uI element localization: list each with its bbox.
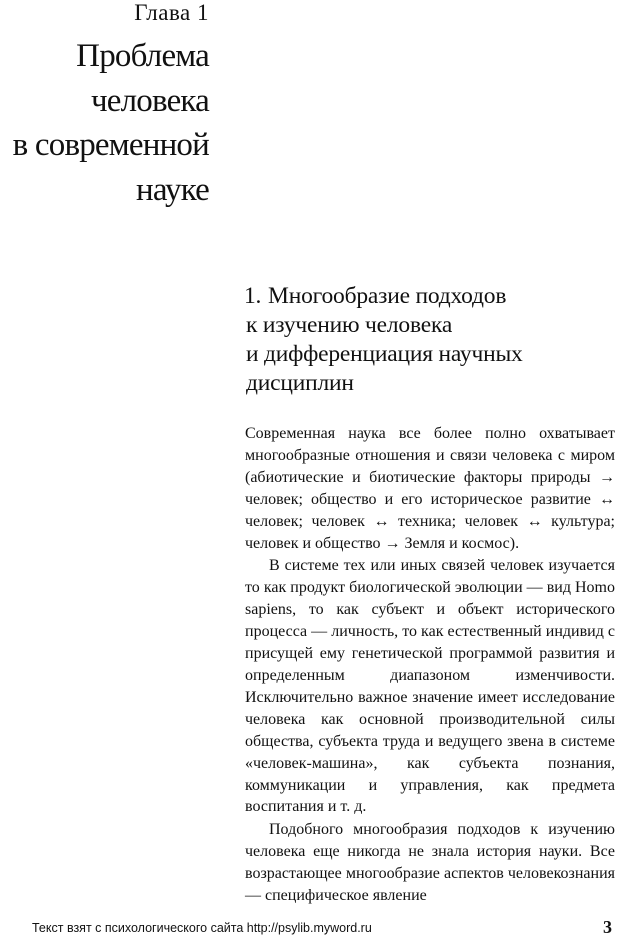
body-text	[245, 423, 615, 907]
chapter-title-line: Проблема	[76, 38, 209, 74]
paragraph: В системе тех или иных связей человек изучается то как продукт биологической эволюции — вид Homo sapiens, то как субъект и объект исторического процесса — личность, то как естественный индивид с присущей ему генетической программой развития и определенным диапазоном изменчивости. Исключительно важное значение имеет исследование человека как основной производительной силы общества, субъекта труда и ведущего звена в системе «человек-машина», как субъекта познания, коммуникации и управления, как предмета воспитания и т. д.	[245, 557, 615, 816]
section-title-line: и дифференциация научных	[246, 341, 523, 367]
chapter-title	[0, 34, 209, 212]
page-number: 3	[603, 917, 612, 937]
chapter-title-line: в современной	[12, 127, 209, 163]
paragraph: Современная наука все более полно охватывает многообразные отношения и связи человека с миром (абиотические и биотические факторы природы → человек; общество и его историческое развитие ↔ человек; человек ↔ техника; человек ↔ культура; человек и общество → Земля и космос).	[245, 425, 615, 552]
chapter-label: Глава 1	[134, 0, 209, 25]
section-title-line: Многообразие подходов	[268, 283, 507, 309]
chapter-title-line: человека	[90, 82, 209, 119]
chapter-title-line: науке	[136, 171, 209, 208]
footer-source-link[interactable]: Текст взят с психологического сайта http://psylib.myword.ru	[32, 921, 372, 935]
section-title-line: дисциплин	[246, 370, 354, 396]
section-title-line: к изучению человека	[246, 312, 453, 338]
section-number: 1.	[244, 283, 262, 309]
section-title	[244, 282, 614, 398]
paragraph: Подобного многообразия подходов к изучению человека еще никогда не знала история науки. Все возрастающее многообразие аспектов человекознания — специфическое явление	[245, 821, 615, 905]
